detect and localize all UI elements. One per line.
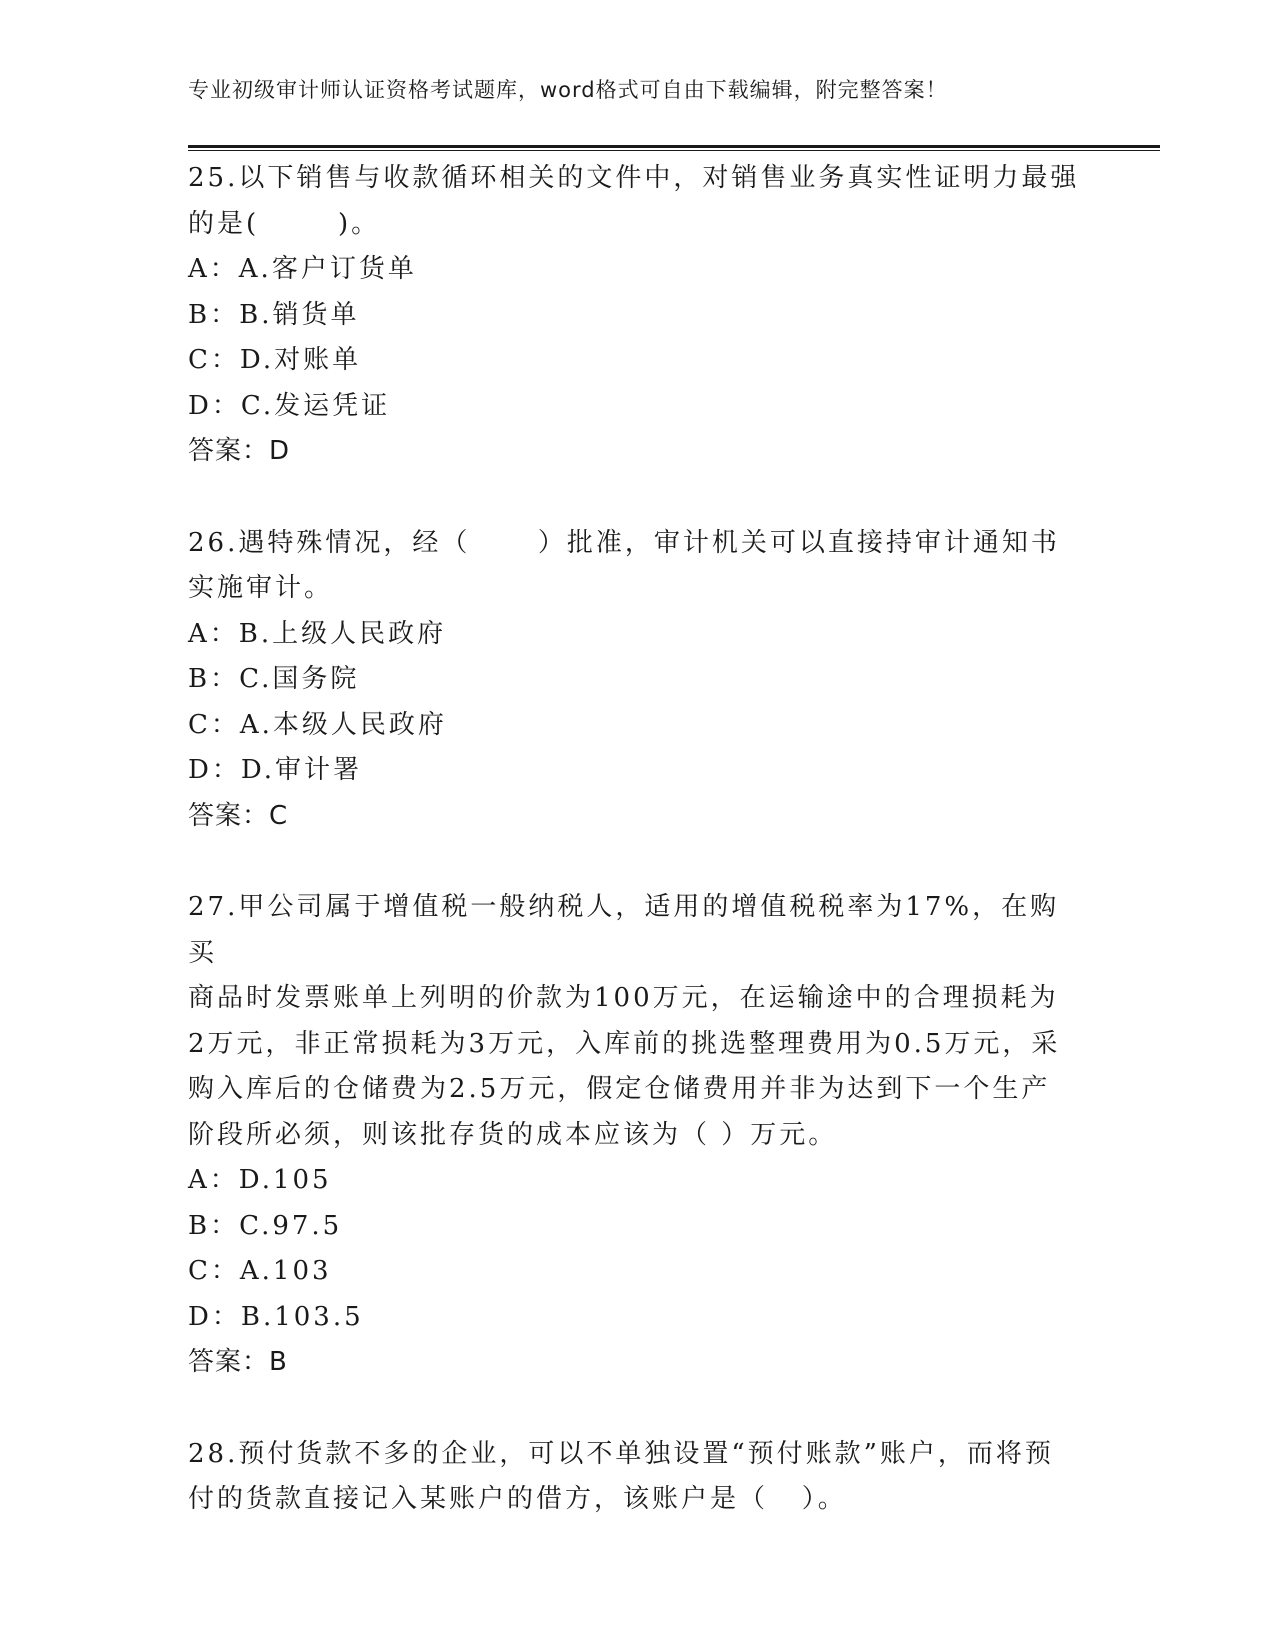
question-stem-line: 2万元，非正常损耗为3万元，入库前的挑选整理费用为0.5万元，采 <box>188 1028 1061 1059</box>
option-d: D：B.103.5 <box>188 1301 364 1332</box>
option-a: A：D.105 <box>188 1165 332 1195</box>
option-a: A：A.客户订货单 <box>188 254 417 284</box>
option-b: B：C.97.5 <box>188 1210 343 1241</box>
answer: 答案：D <box>188 436 291 466</box>
option-c: C：A.本级人民政府 <box>188 709 447 740</box>
question-27 <box>188 885 1088 1386</box>
answer: 答案：C <box>188 800 289 831</box>
option-c: C：D.对账单 <box>188 345 362 375</box>
question-stem-line: 的是( )。 <box>188 208 381 239</box>
option-a: A：B.上级人民政府 <box>188 618 447 649</box>
question-stem-line: 购入库后的仓储费为2.5万元，假定仓储费用并非为达到下一个生产 <box>188 1074 1051 1104</box>
question-stem-line: 付的货款直接记入某账户的借方，该账户是（ ）。 <box>188 1484 847 1514</box>
question-26 <box>188 521 1088 840</box>
option-d: D：D.审计署 <box>188 755 363 785</box>
header-divider-thick <box>188 145 1160 148</box>
answer: 答案：B <box>188 1347 288 1377</box>
question-25 <box>188 156 1088 475</box>
question-stem-line: 实施审计。 <box>188 573 334 603</box>
question-stem-line: 26.遇特殊情况，经（ ）批准，审计机关可以直接持审计通知书 <box>188 527 1060 558</box>
question-stem-line: 28.预付货款不多的企业，可以不单独设置“预付账款”账户，而将预 <box>188 1438 1054 1469</box>
header-divider-thin <box>188 150 1160 151</box>
option-b: B：B.销货单 <box>188 299 360 330</box>
question-stem-line: 商品时发票账单上列明的价款为100万元，在运输途中的合理损耗为 <box>188 983 1059 1013</box>
option-list <box>188 612 1088 794</box>
option-c: C：A.103 <box>188 1256 332 1286</box>
question-stem-line: 阶段所必须，则该批存货的成本应该为（ ）万元。 <box>188 1119 838 1150</box>
option-list <box>188 247 1088 429</box>
page-header: 专业初级审计师认证资格考试题库，word格式可自由下载编辑，附完整答案！ <box>188 78 948 102</box>
question-list <box>188 156 1088 1569</box>
option-b: B：C.国务院 <box>188 664 360 694</box>
option-d: D：C.发运凭证 <box>188 390 391 421</box>
question-stem-line: 25.以下销售与收款循环相关的文件中，对销售业务真实性证明力最强 <box>188 163 1080 193</box>
question-stem-line: 27.甲公司属于增值税一般纳税人，适用的增值税税率为17%，在购买 <box>188 892 1060 968</box>
option-list <box>188 1158 1088 1340</box>
question-28 <box>188 1432 1088 1523</box>
